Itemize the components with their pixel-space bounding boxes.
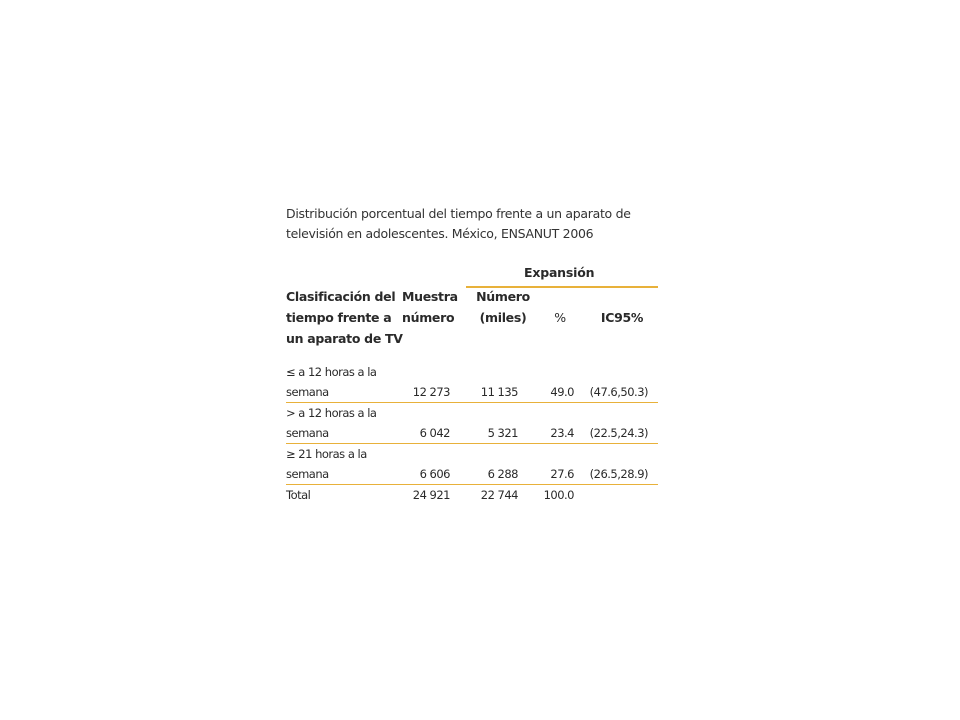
cell-numero: 6 288: [487, 467, 518, 481]
column-header-ic95: [586, 307, 658, 328]
row-label-total: Total: [286, 488, 311, 502]
column-header-line: (miles): [479, 310, 527, 325]
cell-pct: 23.4: [550, 426, 574, 440]
column-header-muestra: [402, 286, 464, 328]
cell-muestra: 24 921: [412, 488, 450, 502]
cell-pct: 100.0: [543, 488, 574, 502]
column-header-line: %: [554, 310, 566, 325]
cell-ic95: (26.5,28.9): [589, 467, 648, 481]
cell-ic95: (47.6,50.3): [589, 385, 648, 399]
group-header-label: Expansión: [524, 265, 595, 280]
table-row: [286, 403, 658, 444]
cell-pct: 49.0: [550, 385, 574, 399]
cell-numero: 11 135: [480, 385, 518, 399]
row-label: semana: [286, 426, 329, 440]
cell-numero: 22 744: [480, 488, 518, 502]
caption-line-1: Distribución porcentual del tiempo frente a un aparato de: [286, 206, 631, 221]
column-header-numero: [472, 286, 534, 328]
cell-muestra: 6 042: [419, 426, 450, 440]
column-header-pct: [548, 307, 572, 328]
table-body: [286, 362, 658, 505]
column-header-line: número: [402, 310, 455, 325]
cell-muestra: 12 273: [412, 385, 450, 399]
row-label: ≤ a 12 horas a la: [286, 365, 377, 379]
column-header-line: Número: [476, 289, 530, 304]
table-row: [286, 362, 658, 403]
column-header-line: tiempo frente a: [286, 310, 392, 325]
group-header-expansion: [466, 262, 658, 288]
column-header-clasificacion: [286, 286, 406, 349]
cell-numero: 5 321: [487, 426, 518, 440]
cell-ic95: (22.5,24.3): [589, 426, 648, 440]
row-label: semana: [286, 385, 329, 399]
cell-muestra: 6 606: [419, 467, 450, 481]
row-label: > a 12 horas a la: [286, 406, 377, 420]
document-figure: [286, 204, 658, 502]
table-row: [286, 444, 658, 485]
column-header-line: IC95%: [600, 310, 644, 325]
column-header-line: Muestra: [402, 289, 458, 304]
table-caption: [286, 204, 658, 244]
row-label: ≥ 21 horas a la: [286, 447, 367, 461]
caption-line-2: televisión en adolescentes. México, ENSANUT 2006: [286, 226, 594, 241]
column-header-line: un aparato de TV: [286, 331, 403, 346]
row-label: semana: [286, 467, 329, 481]
cell-pct: 27.6: [550, 467, 574, 481]
column-header-line: Clasificación del: [286, 289, 396, 304]
table-row-total: [286, 485, 658, 505]
